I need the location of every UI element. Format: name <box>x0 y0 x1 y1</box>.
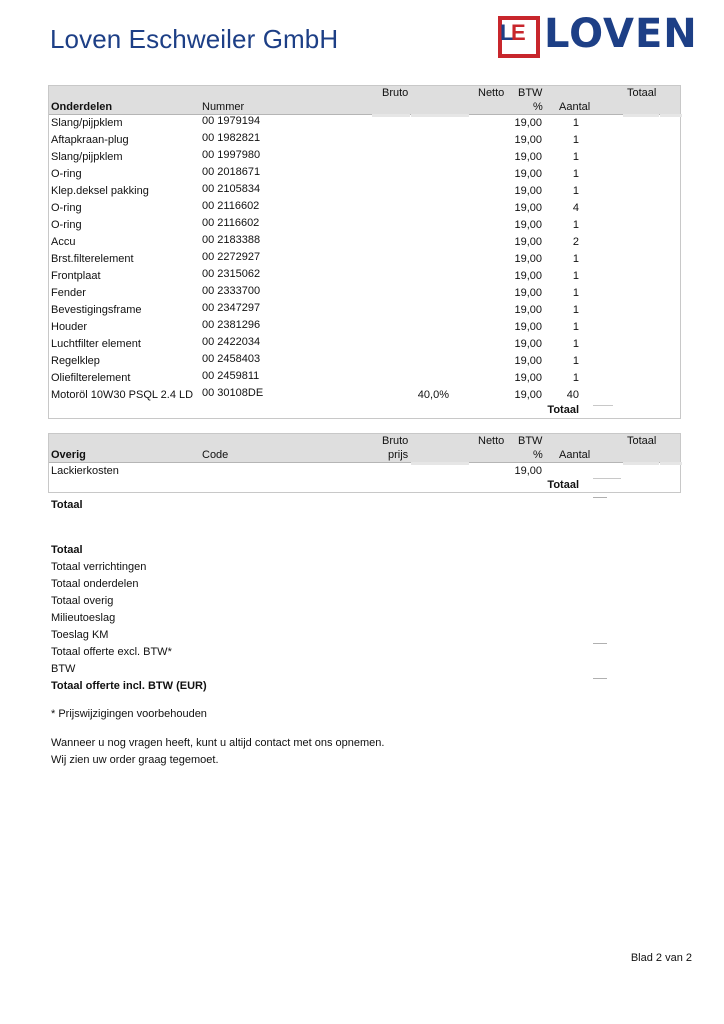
item-btw: 19,00 <box>514 219 542 231</box>
item-qty: 4 <box>572 202 579 214</box>
item-qty: 1 <box>572 372 579 384</box>
other-table-header <box>49 434 680 463</box>
item-number: 00 2422034 <box>202 336 261 348</box>
item-name: O-ring <box>51 168 82 180</box>
grand-total <box>51 497 83 514</box>
item-name: Oliefilterelement <box>51 372 131 384</box>
table-row <box>49 353 680 370</box>
header-totaal: Totaal <box>627 435 657 447</box>
item-number: 00 2381296 <box>202 319 261 331</box>
item-number: 00 2018671 <box>202 166 261 178</box>
header-aantal: Aantal <box>559 101 591 113</box>
item-number: 00 2105834 <box>202 183 261 195</box>
header-btw: BTW <box>518 87 543 99</box>
item-number: 00 2459811 <box>202 370 260 382</box>
table-row <box>49 336 680 353</box>
table-row <box>49 166 680 183</box>
header-nummer: Nummer <box>202 101 245 113</box>
header-bruto: Bruto <box>382 87 409 99</box>
summary-block <box>51 542 207 695</box>
other-total-label: Totaal <box>547 479 579 491</box>
item-btw: 19,00 <box>514 355 542 367</box>
item-qty: 1 <box>572 338 579 350</box>
item-number: 00 2333700 <box>202 285 261 297</box>
parts-table-header <box>49 86 680 115</box>
item-number: 00 2183388 <box>202 234 261 246</box>
item-qty: 1 <box>572 304 579 316</box>
logo-wordmark: LOVEN <box>544 11 698 57</box>
item-name: O-ring <box>51 202 82 214</box>
table-row <box>49 268 680 285</box>
table-row <box>49 217 680 234</box>
summary-line: Totaal verrichtingen <box>51 561 147 573</box>
item-qty: 2 <box>572 236 579 248</box>
item-name: Lackierkosten <box>51 465 119 477</box>
table-row <box>49 149 680 166</box>
footnote: * Prijswijzigingen voorbehouden <box>51 708 207 720</box>
summary-final: Totaal offerte incl. BTW (EUR) <box>51 680 207 692</box>
item-number: 00 1982821 <box>202 132 261 144</box>
item-name: Houder <box>51 321 88 333</box>
item-btw: 19,00 <box>514 168 542 180</box>
grand-total-label: Totaal <box>51 499 83 511</box>
table-row <box>49 200 680 217</box>
summary-line: Totaal onderdelen <box>51 578 139 590</box>
item-name: Luchtfilter element <box>51 338 141 350</box>
item-number: 00 2116602 <box>202 200 260 212</box>
contact-line-2: Wij zien uw order graag tegemoet. <box>51 754 219 766</box>
header-percent: % <box>533 101 543 113</box>
table-row <box>49 115 680 132</box>
item-btw: 19,00 <box>514 304 542 316</box>
item-name: Klep.deksel pakking <box>51 185 149 197</box>
table-row <box>49 132 680 149</box>
item-name: Regelklep <box>51 355 100 367</box>
item-name: Brst.filterelement <box>51 253 134 265</box>
item-btw: 19,00 <box>514 134 542 146</box>
item-btw: 19,00 <box>514 270 542 282</box>
item-btw: 19,00 <box>514 236 542 248</box>
header-onderdelen: Onderdelen <box>51 101 113 113</box>
item-btw: 19,00 <box>514 338 542 350</box>
summary-title: Totaal <box>51 544 83 556</box>
item-btw: 19,00 <box>514 185 542 197</box>
item-name: Motoröl 10W30 PSQL 2.4 LD <box>51 389 194 401</box>
item-number: 00 1997980 <box>202 149 261 161</box>
item-qty: 40 <box>566 389 579 401</box>
item-discount: 40,0% <box>417 389 449 401</box>
item-qty: 1 <box>572 151 579 163</box>
table-row <box>49 319 680 336</box>
parts-total-label: Totaal <box>547 404 579 416</box>
header-netto: Netto <box>478 87 505 99</box>
header-bruto: Bruto <box>382 435 409 447</box>
table-row <box>49 251 680 268</box>
item-number: 00 1979194 <box>202 115 261 127</box>
table-row <box>49 370 680 387</box>
item-qty: 1 <box>572 270 579 282</box>
item-btw: 19,00 <box>514 389 542 401</box>
item-name: Aftapkraan-plug <box>51 134 129 146</box>
item-qty: 1 <box>572 321 579 333</box>
item-qty: 1 <box>572 134 579 146</box>
parts-rows <box>49 115 680 404</box>
item-name: O-ring <box>51 219 82 231</box>
item-number: 00 30108DE <box>202 387 264 399</box>
item-qty: 1 <box>572 168 579 180</box>
other-table <box>48 433 681 493</box>
logo-mark: L E <box>498 16 540 58</box>
summary-line: BTW <box>51 663 76 675</box>
page-number: Blad 2 van 2 <box>630 952 692 964</box>
header-code: Code <box>202 449 229 461</box>
item-name: Frontplaat <box>51 270 101 282</box>
item-btw: 19,00 <box>514 321 542 333</box>
header-overig: Overig <box>51 449 86 461</box>
item-number: 00 2458403 <box>202 353 261 365</box>
company-name: Loven Eschweiler GmbH <box>50 24 339 54</box>
header-aantal: Aantal <box>559 449 591 461</box>
header-btw: BTW <box>518 435 543 447</box>
table-row <box>49 302 680 319</box>
item-btw: 19,00 <box>514 202 542 214</box>
item-name: Slang/pijpklem <box>51 117 123 129</box>
item-name: Bevestigingsframe <box>51 304 142 316</box>
loven-logo <box>498 11 698 62</box>
item-btw: 19,00 <box>514 287 542 299</box>
item-qty: 1 <box>572 355 579 367</box>
summary-line: Toeslag KM <box>51 629 109 641</box>
item-qty: 1 <box>572 219 579 231</box>
item-btw: 19,00 <box>514 372 542 384</box>
item-qty: 1 <box>572 253 579 265</box>
table-row <box>49 234 680 251</box>
parts-table <box>48 85 681 419</box>
item-number: 00 2272927 <box>202 251 261 263</box>
header-percent: % <box>533 449 543 461</box>
header-prijs: prijs <box>388 449 409 461</box>
item-name: Fender <box>51 287 86 299</box>
table-row <box>49 285 680 302</box>
contact-line-1: Wanneer u nog vragen heeft, kunt u altijd contact met ons opnemen. <box>51 737 385 749</box>
item-number: 00 2116602 <box>202 217 260 229</box>
item-btw: 19,00 <box>514 151 542 163</box>
item-btw: 19,00 <box>514 253 542 265</box>
item-btw: 19,00 <box>514 465 542 477</box>
header-netto: Netto <box>478 435 505 447</box>
header-totaal: Totaal <box>627 87 657 99</box>
item-qty: 1 <box>572 117 579 129</box>
summary-line: Milieutoeslag <box>51 612 116 624</box>
item-number: 00 2315062 <box>202 268 261 280</box>
item-name: Slang/pijpklem <box>51 151 123 163</box>
item-btw: 19,00 <box>514 117 542 129</box>
item-name: Accu <box>51 236 76 248</box>
table-row <box>49 183 680 200</box>
item-number: 00 2347297 <box>202 302 261 314</box>
item-qty: 1 <box>572 287 579 299</box>
summary-line: Totaal overig <box>51 595 114 607</box>
item-qty: 1 <box>572 185 579 197</box>
summary-line: Totaal offerte excl. BTW* <box>51 646 172 658</box>
